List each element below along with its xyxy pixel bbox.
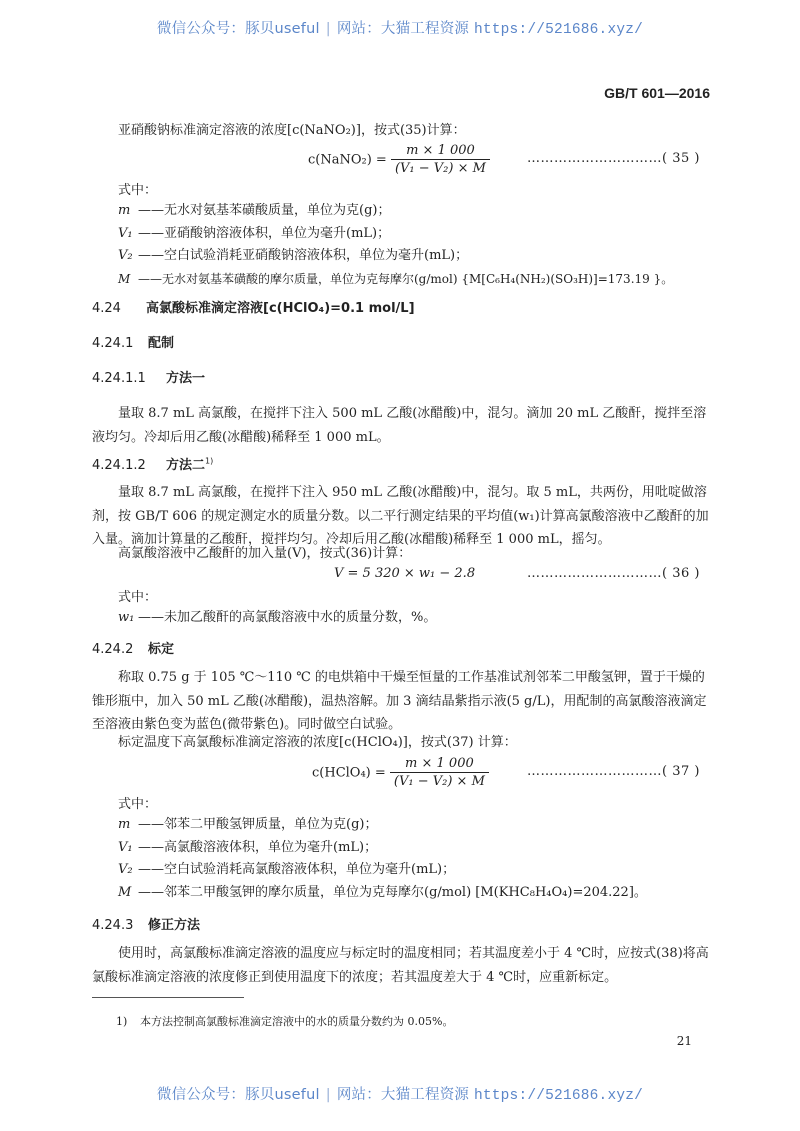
formula-37-denominator: (V₁ − V₂) × M	[393, 774, 485, 789]
section-4-24-1-1-heading	[92, 367, 205, 386]
definition-text: ——邻苯二甲酸氢钾的摩尔质量，单位为克每摩尔(g/mol) [M(KHC₈H₄O₄)=204.22]。	[138, 884, 647, 900]
formula-35-lhs: c(NaNO₂) =	[308, 152, 387, 168]
watermark-site-label: 网站：大猫工程资源	[336, 21, 470, 37]
nano2-where-label: 式中：	[118, 183, 158, 198]
definition-symbol: V₂	[118, 862, 133, 877]
definition-row	[118, 607, 436, 630]
definition-symbol: w₁	[118, 610, 135, 625]
nano2-definitions	[118, 200, 673, 290]
correction-body: 使用时，高氯酸标准滴定溶液的温度应与标定时的温度相同；若其温度差小于 4 ℃时，应按式(38)将高氯酸标准滴定溶液的浓度修正到使用温度下的浓度；若其温度差大于 4 ℃时，应重新标定。	[92, 946, 709, 985]
formula-35-number	[527, 151, 700, 166]
definition-row	[118, 200, 673, 223]
section-title: 方法二	[166, 458, 206, 473]
definition-row	[118, 268, 673, 291]
calibration-intro: 标定温度下高氯酸标准滴定溶液的浓度[c(HClO₄)]，按式(37) 计算：	[118, 735, 517, 750]
method-2-body: 量取 8.7 mL 高氯酸，在搅拌下注入 950 mL 乙酸(冰醋酸)中，混匀。取 5 mL，共两份，用吡啶做溶剂，按 GB/T 606 的规定测定水的质量分数。以二平行测定结果的平均值(w₁)计算高氯酸溶液中乙酸酐的加入量。滴加计算量的乙酸酐，搅拌均匀。冷却后用乙酸(冰醋酸)稀释至 1 000 mL，摇匀。	[92, 485, 709, 547]
method-2-where-label: 式中：	[118, 590, 158, 605]
definition-symbol: V₁	[118, 839, 133, 855]
formula-37-lhs: c(HClO₄) =	[312, 765, 386, 781]
formula-35-fraction	[391, 142, 490, 178]
definition-text: ——空白试验消耗亚硝酸钠溶液体积，单位为毫升(mL)；	[138, 248, 469, 263]
section-title: 标定	[148, 642, 175, 657]
definition-text: ——高氯酸溶液体积，单位为毫升(mL)；	[138, 839, 378, 855]
section-title: 方法一	[166, 371, 206, 386]
formula-35-eqno: ( 35 )	[662, 151, 700, 166]
formula-36-eqno: ( 36 )	[662, 566, 700, 581]
watermark-separator: |	[325, 1087, 331, 1103]
formula-35-dots: …………………………	[527, 151, 662, 166]
section-number: 4.24.2	[92, 642, 134, 657]
definition-row	[118, 814, 647, 837]
formula-35-denominator: (V₁ − V₂) × M	[394, 161, 486, 176]
footnote-text: 本方法控制高氯酸标准滴定溶液中的水的质量分数约为 0.05%。	[140, 1015, 454, 1028]
formula-35-numerator: m × 1 000	[391, 142, 490, 160]
formula-37-number	[527, 764, 700, 779]
formula-35	[308, 142, 490, 178]
formula-37-dots: …………………………	[527, 764, 662, 779]
definition-text: ——未加乙酸酐的高氯酸溶液中水的质量分数，%。	[138, 610, 437, 625]
formula-36-number	[527, 566, 700, 581]
section-title: 高氯酸标准滴定溶液[c(HClO₄)=0.1 mol/L]	[146, 301, 415, 316]
calibration-definitions	[118, 814, 647, 904]
section-4-24-1-2-heading	[92, 454, 213, 473]
section-number: 4.24.1.2	[92, 458, 146, 473]
section-title: 配制	[148, 336, 175, 351]
watermark-site-label: 网站：大猫工程资源	[336, 1087, 470, 1103]
definition-row	[118, 223, 673, 246]
definition-row	[118, 859, 647, 882]
watermark-url[interactable]: https://521686.xyz/	[473, 1088, 644, 1104]
section-4-24-3-heading	[92, 914, 200, 933]
method-2-intro: 高氯酸溶液中乙酸酐的加入量(V)，按式(36)计算：	[118, 546, 412, 561]
watermark-wechat: 微信公众号：豚贝useful	[156, 21, 320, 37]
section-number: 4.24.1	[92, 336, 134, 351]
bottom-watermark	[0, 1083, 800, 1104]
section-4-24-2-heading	[92, 638, 174, 657]
section-4-24-1-heading	[92, 332, 174, 351]
definition-text: ——亚硝酸钠溶液体积，单位为毫升(mL)；	[138, 225, 391, 241]
nano2-intro: 亚硝酸钠标准滴定溶液的浓度[c(NaNO₂)]，按式(35)计算：	[118, 123, 466, 138]
formula-36: V = 5 320 × w₁ − 2.8	[334, 566, 476, 581]
standard-code: GB/T 601—2016	[604, 85, 710, 101]
method-2-definitions	[118, 607, 436, 630]
definition-row	[118, 245, 673, 268]
section-number: 4.24.3	[92, 918, 134, 933]
page-number: 21	[676, 1034, 692, 1048]
definition-symbol: m	[118, 817, 131, 832]
definition-text: ——邻苯二甲酸氢钾质量，单位为克(g)；	[138, 817, 378, 832]
section-4-24-heading	[92, 297, 415, 316]
method-1-body: 量取 8.7 mL 高氯酸，在搅拌下注入 500 mL 乙酸(冰醋酸)中，混匀。滴加 20 mL 乙酸酐，搅拌至溶液均匀。冷却后用乙酸(冰醋酸)稀释至 1 000 mL。	[92, 406, 707, 445]
formula-37-numerator: m × 1 000	[390, 755, 489, 773]
section-number: 4.24.1.1	[92, 371, 146, 386]
watermark-wechat: 微信公众号：豚贝useful	[156, 1087, 320, 1103]
calibration-where-label: 式中：	[118, 797, 158, 812]
definition-text: ——无水对氨基苯磺酸质量，单位为克(g)；	[138, 203, 391, 218]
footnote-reference[interactable]: 1)	[205, 456, 214, 466]
footnote	[116, 1013, 453, 1029]
formula-37	[312, 755, 489, 791]
formula-37-eqno: ( 37 )	[662, 764, 700, 779]
section-number: 4.24	[92, 301, 121, 316]
section-title: 修正方法	[148, 918, 201, 933]
definition-symbol: M	[118, 884, 132, 900]
definition-symbol: V₁	[118, 225, 133, 241]
formula-37-fraction	[390, 755, 489, 791]
definition-symbol: m	[118, 203, 131, 218]
definition-row	[118, 882, 647, 905]
definition-text: ——空白试验消耗高氯酸溶液体积，单位为毫升(mL)；	[138, 862, 456, 877]
formula-36-dots: …………………………	[527, 566, 662, 581]
definition-row	[118, 837, 647, 860]
top-watermark	[0, 17, 800, 38]
footnote-marker: 1)	[116, 1015, 128, 1028]
footnote-divider	[92, 997, 244, 998]
definition-symbol: V₂	[118, 248, 133, 263]
watermark-url[interactable]: https://521686.xyz/	[473, 22, 644, 38]
definition-text: ——无水对氨基苯磺酸的摩尔质量，单位为克每摩尔(g/mol) {M[C₆H₄(NH₂)(SO₃H)]=173.19 }。	[138, 271, 674, 286]
calibration-body: 称取 0.75 g 于 105 ℃～110 ℃ 的电烘箱中干燥至恒量的工作基准试剂邻苯二甲酸氢钾，置于干燥的锥形瓶中，加入 50 mL 乙酸(冰醋酸)，温热溶解。加 3 滴结晶紫指示液(5 g/L)，用配制的高氯酸溶液滴定至溶液由紫色变为蓝色(微带紫色)。同时做空白试验。	[92, 670, 707, 732]
watermark-separator: |	[325, 21, 331, 37]
definition-symbol: M	[118, 271, 131, 286]
